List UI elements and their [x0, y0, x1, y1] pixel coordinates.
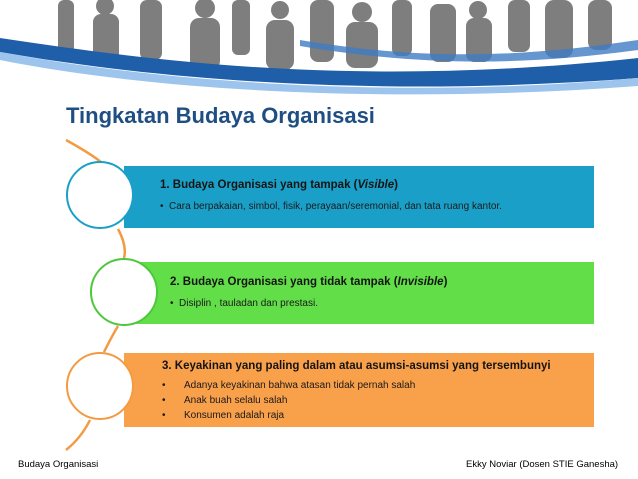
arc-bottom [66, 420, 90, 450]
level-1-box [124, 166, 594, 228]
level-3-item: • Konsumen adalah raja [162, 410, 285, 421]
level-2-box [124, 262, 594, 324]
header-decoration [0, 0, 638, 100]
level-1-title: 1. Budaya Organisasi yang tampak (Visible) [160, 179, 398, 191]
level-3-item: • Adanya keyakinan bahwa atasan tidak pernah salah [162, 380, 416, 391]
arc-mid-1 [118, 229, 125, 258]
level-3-item: • Anak buah selalu salah [162, 395, 288, 406]
footer-right: Ekky Noviar (Dosen STIE Ganesha) [466, 459, 619, 470]
level-1-item: • Cara berpakaian, simbol, fisik, perayaan/seremonial, dan tata ruang kantor. [160, 201, 502, 212]
level-3-circle [66, 352, 134, 420]
level-2-item: • Disiplin , tauladan dan prestasi. [170, 298, 318, 309]
level-2-circle [90, 258, 158, 326]
slide-title: Tingkatan Budaya Organisasi [66, 103, 375, 128]
level-1-circle [66, 161, 134, 229]
footer-left: Budaya Organisasi [18, 459, 99, 470]
level-3-box [124, 353, 594, 427]
level-3-title: 3. Keyakinan yang paling dalam atau asumsi-asumsi yang tersembunyi [162, 360, 551, 372]
arc-mid-2 [104, 326, 118, 352]
level-2-title: 2. Budaya Organisasi yang tidak tampak (Invisible) [170, 276, 448, 288]
